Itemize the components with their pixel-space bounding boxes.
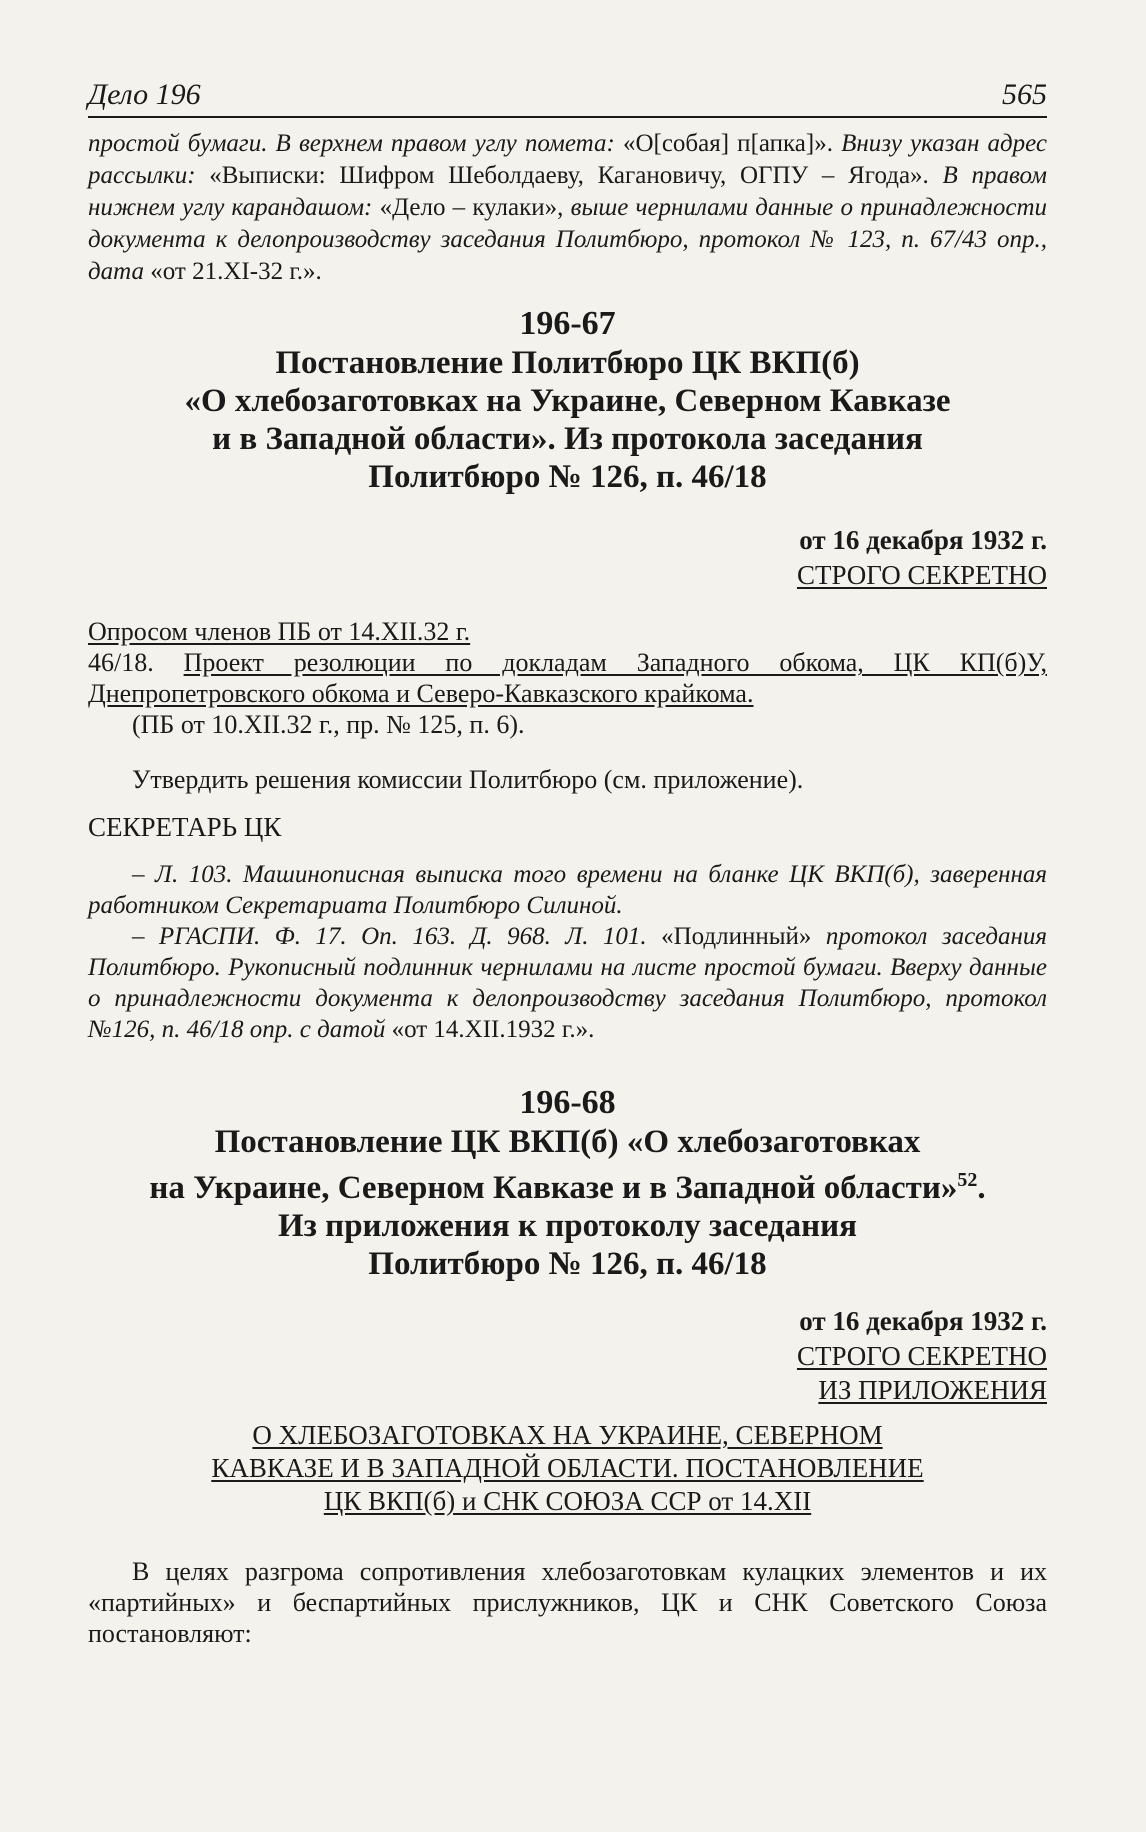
agenda-item-number: 46/18. xyxy=(88,648,184,677)
intro-note-quote-3: «Дело – кулаки», xyxy=(379,194,571,221)
source-note-2-archive: – РГАСПИ. Ф. 17. Оп. 163. Д. 968. Л. 101. xyxy=(132,923,662,950)
title-line: Постановление ЦК ВКП(б) «О хлебозаготовках xyxy=(214,1124,921,1160)
page-number: 565 xyxy=(1002,78,1047,111)
document-number: 196-68 xyxy=(519,1084,616,1121)
source-note-2-quote: «Подлинный» xyxy=(661,923,826,950)
intro-note-italic-3: В правом нижнем углу карандашом: xyxy=(88,162,1047,221)
intro-note-quote-2: «Выписки: Шифром Шеболдаеву, Кагановичу, ОГПУ – Ягода». xyxy=(209,162,943,189)
document-number: 196-67 xyxy=(519,305,616,342)
agenda-item xyxy=(88,647,1047,709)
intro-note-quote-4: «от 21.XI-32 г.». xyxy=(150,258,322,285)
heading-line: КАВКАЗЕ И В ЗАПАДНОЙ ОБЛАСТИ. ПОСТАНОВЛЕНИЕ xyxy=(211,1453,924,1483)
poll-line-text: Опросом членов ПБ от 14.XII.32 г. xyxy=(88,617,471,646)
title-line: «О хлебозаготовках на Украине, Северном Кавказе xyxy=(184,383,951,419)
title-line xyxy=(88,1161,1047,1207)
opening-paragraph: В целях разгрома сопротивления хлебозаготовкам кулацких элементов и их «партийных» и беспартийных прислужников, ЦК и СНК Советского Союза постановляют: xyxy=(88,1557,1047,1648)
running-head xyxy=(88,78,1047,118)
source-note-2-description: протокол заседания Политбюро. Рукописный подлинник чернилами на листе простой бумаги. Вверху данные о принадлежности документа к делопроизводству заседания Политбюро, протокол №126, п. 46/18 опр. с датой xyxy=(88,923,1048,1043)
title-line: и в Западной области». Из протокола заседания xyxy=(212,421,923,457)
heading-line: О ХЛЕБОЗАГОТОВКАХ НА УКРАИНЕ, СЕВЕРНОМ xyxy=(252,1420,883,1450)
intro-note-quote-1: «О[собая] п[апка]». xyxy=(622,130,842,157)
title-line: Политбюро № 126, п. 46/18 xyxy=(368,1246,767,1282)
intro-note xyxy=(88,128,1047,288)
agenda-item-reference: (ПБ от 10.XII.32 г., пр. № 125, п. 6). xyxy=(132,710,525,739)
title-line-period: . xyxy=(977,1170,986,1206)
heading-line: ЦК ВКП(б) и СНК СОЮЗА ССР от 14.XII xyxy=(323,1486,812,1516)
source-note-1: – Л. 103. Машинописная выписка того времени на бланке ЦК ВКП(б), заверенная работником Секретариата Политбюро Силиной. xyxy=(88,861,1047,919)
title-line-text: на Украине, Северном Кавказе и в Западной области» xyxy=(149,1170,958,1206)
agenda-item-text: Проект резолюции по докладам Западного обкома, ЦК КП(б)У, Днепропетровского обкома и Северо-Кавказского крайкома. xyxy=(88,648,1047,708)
classification-stamp: СТРОГО СЕКРЕТНО xyxy=(796,560,1047,590)
poll-line xyxy=(88,616,1047,647)
intro-note-italic-4: выше чернилами данные о принадлежности документа к делопроизводству заседания Политбюро, протокол № 123, п. 67/43 опр., дата xyxy=(88,194,1047,285)
source-note-2-date: «от 14.XII.1932 г.». xyxy=(391,1016,595,1043)
document-title xyxy=(88,1123,1047,1283)
appendix-heading xyxy=(88,1419,1047,1518)
document-date: от 16 декабря 1932 г. xyxy=(799,525,1047,555)
classification-stamp: СТРОГО СЕКРЕТНО xyxy=(796,1341,1047,1371)
source-note-2 xyxy=(88,921,1047,1045)
title-line: Постановление Политбюро ЦК ВКП(б) xyxy=(275,345,860,381)
title-line: Из приложения к протоколу заседания xyxy=(278,1208,857,1244)
title-line: Политбюро № 126, п. 46/18 xyxy=(368,459,767,495)
intro-note-italic-2: Внизу указан адрес рассылки: xyxy=(88,130,1048,189)
document-date: от 16 декабря 1932 г. xyxy=(799,1306,1047,1336)
appendix-label: ИЗ ПРИЛОЖЕНИЯ xyxy=(818,1375,1047,1405)
intro-note-italic-1: простой бумаги. В верхнем правом углу помета: xyxy=(88,130,623,157)
footnote-ref: 52 xyxy=(957,1169,978,1191)
signature-line: СЕКРЕТАРЬ ЦК xyxy=(88,812,282,842)
running-head-case: Дело 196 xyxy=(88,78,201,111)
document-title xyxy=(88,344,1047,496)
resolution-text: Утвердить решения комиссии Политбюро (см. приложение). xyxy=(132,765,804,794)
